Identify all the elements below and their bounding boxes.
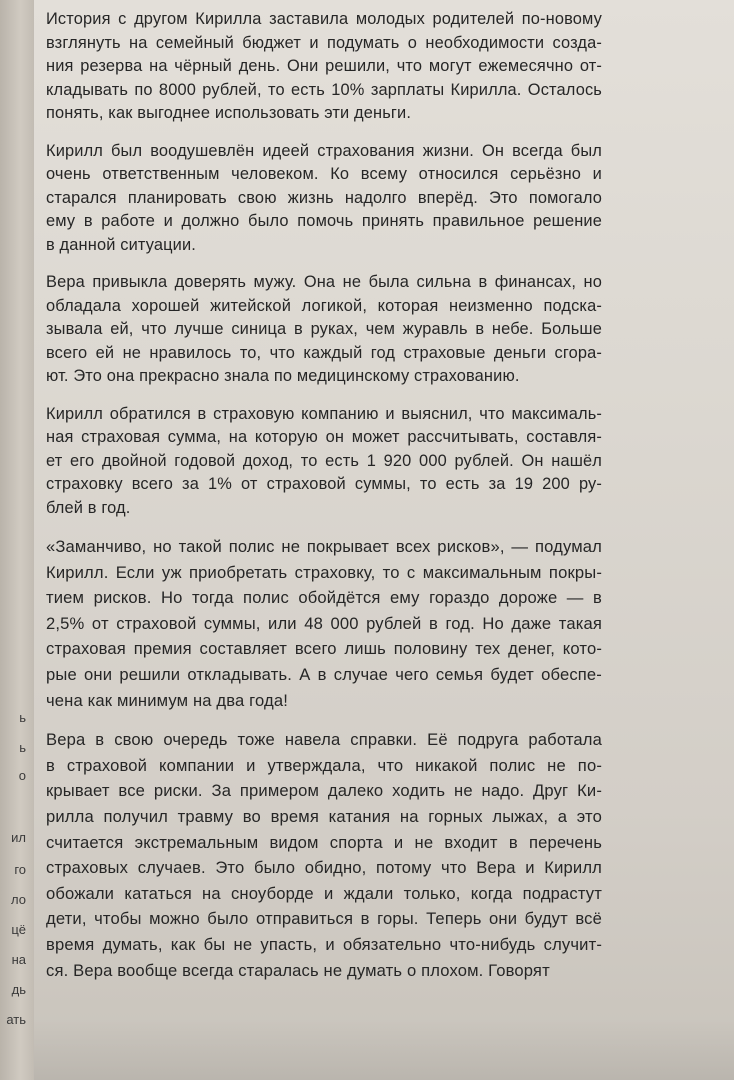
text-line: считается экстремальным видом спорта и не входит в перечень: [46, 832, 602, 852]
margin-fragment: цё: [11, 922, 26, 937]
text-line: Вера привыкла доверять мужу. Она не была сильна в финансах, но: [46, 273, 602, 291]
text-line: Кирилл обратился в страховую компанию и выяснил, что максималь-: [46, 404, 602, 423]
paragraph: [46, 403, 602, 521]
paragraph: [46, 271, 602, 389]
text-line: 2,5% от страховой суммы, или 48 000 рублей в год. Но даже такая: [46, 613, 602, 633]
text-line: чена как минимум на два года!: [46, 690, 289, 710]
text-line: в данной ситуации.: [46, 235, 196, 254]
text-line: время думать, как бы не упасть, и обязательно что-нибудь случит-: [46, 934, 602, 954]
text-line: блей в год.: [46, 498, 131, 517]
page-body-text: [46, 8, 602, 997]
text-line: История с другом Кирилла заставила молодых родителей по-новому: [46, 10, 602, 28]
margin-fragment: го: [14, 862, 26, 877]
text-line: ся. Вера вообще всегда старалась не думать о плохом. Говорят: [46, 960, 550, 980]
text-line: старался планировать свою жизнь надолго вперёд. Это помогало: [46, 188, 602, 207]
text-line: ет его двойной годовой доход, то есть 1 920 000 рублей. Он нашёл: [46, 451, 602, 470]
paragraph: [46, 8, 602, 126]
text-line: понять, как выгоднее использовать эти деньги.: [46, 104, 412, 122]
text-line: обожали кататься на сноуборде и ждали только, когда подрастут: [46, 883, 602, 903]
text-line: Кирилл был воодушевлён идеей страхования жизни. Он всегда был: [46, 141, 602, 160]
margin-fragment: ь: [19, 710, 26, 725]
margin-fragment: о: [18, 768, 26, 783]
margin-fragment: ать: [6, 1012, 26, 1027]
text-line: Вера в свою очередь тоже навела справки. Её подруга работала: [46, 730, 602, 750]
adjacent-page-margin: [0, 0, 34, 1080]
margin-fragment: ь: [19, 740, 26, 755]
text-line: ная страховая сумма, на которую он может рассчитывать, составля-: [46, 428, 602, 446]
text-line: ему в работе и должно было помочь принять правильное решение: [46, 212, 602, 230]
text-line: рилла получил травму во время катания на горных лыжах, а это: [46, 806, 602, 826]
margin-fragment: дь: [11, 982, 26, 997]
text-line: в страховой компании и утверждала, что никакой полис не по-: [46, 755, 602, 775]
text-line: страховку всего за 1% от страховой суммы, то есть за 19 200 ру-: [46, 475, 602, 493]
text-line: дети, чтобы можно было отправиться в горы. Теперь они будут всё: [46, 909, 602, 929]
text-line: зывала ей, что лучше синица в руках, чем журавль в небе. Больше: [46, 320, 602, 338]
text-line: страховых случаев. Это было обидно, потому что Вера и Кирилл: [46, 858, 602, 878]
text-line: всего ей не нравилось то, что каждый год страховые деньги сгора-: [46, 343, 602, 362]
text-line: Кирилл. Если уж приобретать страховку, то с максимальным покры-: [46, 562, 602, 582]
book-page: [34, 0, 734, 1080]
text-line: ют. Это она прекрасно знала по медицинскому страхованию.: [46, 367, 520, 385]
paragraph: [46, 727, 602, 983]
text-line: страховая премия составляет всего лишь половину тех денег, кото-: [46, 639, 602, 659]
text-line: тием рисков. Но тогда полис обойдётся ему гораздо дороже — в: [46, 588, 602, 608]
text-line: взглянуть на семейный бюджет и подумать о необходимости созда-: [46, 33, 602, 52]
text-line: «Заманчиво, но такой полис не покрывает всех рисков», — подумал: [46, 537, 602, 556]
paragraph: [46, 534, 602, 713]
text-line: рые они решили откладывать. А в случае чего семья будет обеспе-: [46, 664, 602, 684]
text-line: ния резерва на чёрный день. Они решили, что могут ежемесячно от-: [46, 57, 602, 75]
text-line: крывает все риски. За примером далеко ходить не надо. Друг Ки-: [46, 781, 602, 801]
margin-fragment: ло: [11, 892, 26, 907]
text-line: кладывать по 8000 рублей, то есть 10% зарплаты Кирилла. Осталось: [46, 80, 602, 99]
paragraph: [46, 140, 602, 258]
text-line: обладала хорошей житейской логикой, которая неизменно подска-: [46, 296, 602, 315]
margin-fragment: ил: [11, 830, 26, 845]
margin-fragment: на: [11, 952, 26, 967]
text-line: очень ответственным человеком. Ко всему относился серьёзно и: [46, 165, 602, 183]
